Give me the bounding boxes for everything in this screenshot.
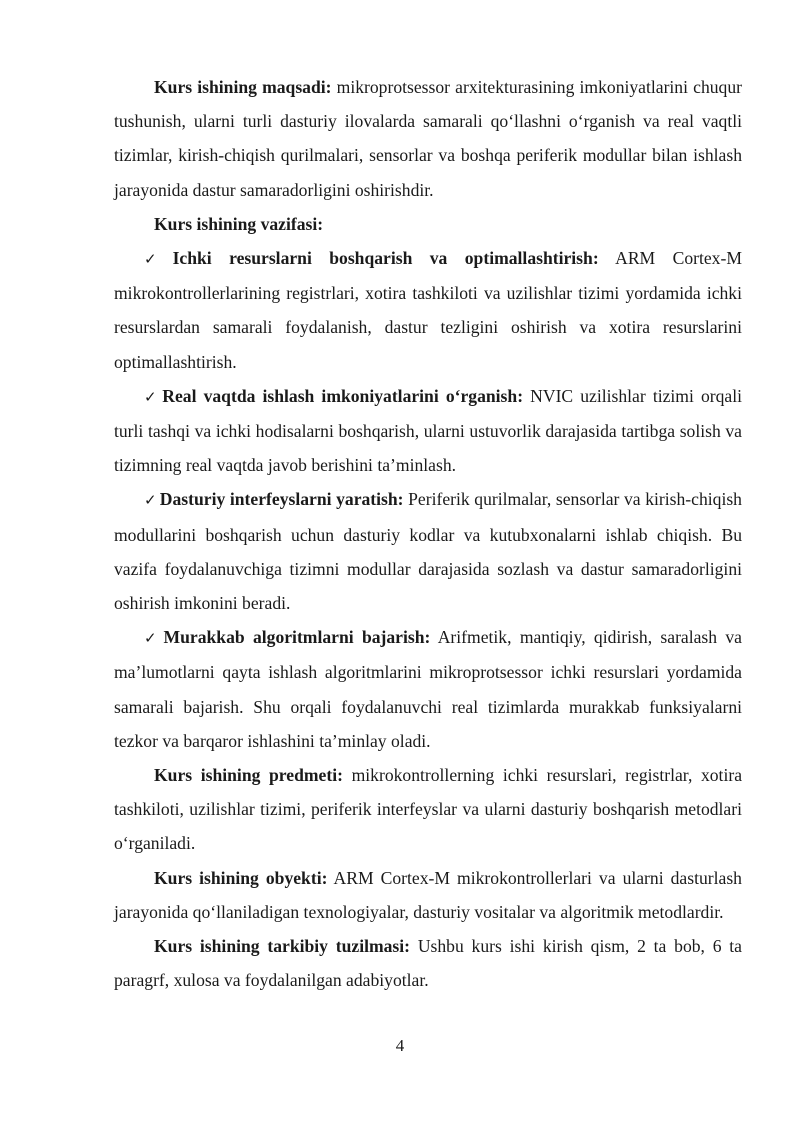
task-label: Dasturiy interfeyslarni yaratish:	[159, 489, 404, 510]
task-label: Real vaqtda ishlash imkoniyatlarini o‘rganish:	[162, 385, 524, 406]
paragraph-label: Kurs ishining vazifasi:	[154, 213, 324, 234]
task-label: Murakkab algoritmlarni bajarish:	[163, 627, 431, 648]
paragraph-subject	[114, 758, 742, 861]
paragraph-label: Kurs ishining predmeti:	[154, 765, 343, 786]
task-item	[114, 379, 742, 483]
paragraph-text: Ushbu kurs ishi kirish qism, 2 ta bob, 6 ta paragrf, xulosa va foydalanilgan adabiyotlar.	[114, 936, 742, 991]
task-item	[114, 482, 742, 620]
check-icon: ✓	[144, 387, 160, 406]
paragraph-text: mikroprotsessor arxitekturasining imkoniyatlarini chuqur tushunish, ularni turli dasturiy ilovalarda samarali qo‘llashni o‘rganish va real vaqtli tizimlar, kirish-chiqish qurilmalari, sensorlar va boshqa periferik modullar bilan ishlash jarayonida dastur samaradorligini oshirishdir.	[114, 77, 742, 200]
paragraph-tasks-heading	[114, 207, 742, 241]
task-text: Periferik qurilmalar, sensorlar va kirish-chiqish modullarini boshqarish uchun dasturiy kodlar va kutubxonalarni ishlab chiqish. Bu vazifa foydalanuvchiga tizimni modullar darajasida sozlash va dastur samaradorligini oshirish imkonini beradi.	[114, 489, 742, 614]
check-icon: ✓	[144, 250, 170, 269]
task-text: Arifmetik, mantiqiy, qidirish, saralash va ma’lumotlarni qayta ishlash algoritmlarini mikroprotsessor ichki resurslari yordamida samarali bajarish. Shu orqali foydalanuvchi real tizimlarda murakkab funksiyalarni tezkor va barqaror ishlashini ta’minlay oladi.	[114, 627, 742, 751]
task-text: NVIC uzilishlar tizimi orqali turli tashqi va ichki hodisalarni boshqarish, ularni ustuvorlik darajasida tartibga solish va tizimning real vaqtda javob berishini ta’minlash.	[114, 385, 743, 476]
task-item	[114, 241, 742, 379]
paragraph-object	[114, 861, 742, 929]
task-text: ARM Cortex-M mikrokontrollerlarining registrlari, xotira tashkiloti va uzilishlar tizimi yordamida ichki resurslardan samarali foydalanish, dastur tezligini oshirish va xotira resurslarini optimallashtirish.	[114, 248, 742, 372]
paragraph-label: Kurs ishining obyekti:	[154, 867, 328, 888]
paragraph-text: mikrokontrollerning ichki resurslari, registrlar, xotira tashkiloti, uzilishlar tizimi, periferik interfeyslar va ularni dasturiy boshqarish metodlari o‘rganiladi.	[114, 765, 742, 854]
paragraph-label: Kurs ishining tarkibiy tuzilmasi:	[154, 936, 411, 957]
task-label: Ichki resurslarni boshqarish va optimallashtirish:	[172, 248, 599, 269]
document-page	[114, 70, 742, 997]
check-icon: ✓	[144, 491, 157, 510]
check-icon: ✓	[144, 629, 161, 648]
paragraph-label: Kurs ishining maqsadi:	[154, 77, 332, 97]
page-number: 4	[395, 1036, 405, 1055]
task-item	[114, 620, 742, 758]
paragraph-structure	[114, 929, 742, 997]
paragraph-text: ARM Cortex-M mikrokontrollerlari va ularni dasturlash jarayonida qo‘llaniladigan texnologiyalar, dasturiy vositalar va algoritmik metodlardir.	[114, 867, 742, 922]
paragraph-goal	[114, 70, 742, 207]
